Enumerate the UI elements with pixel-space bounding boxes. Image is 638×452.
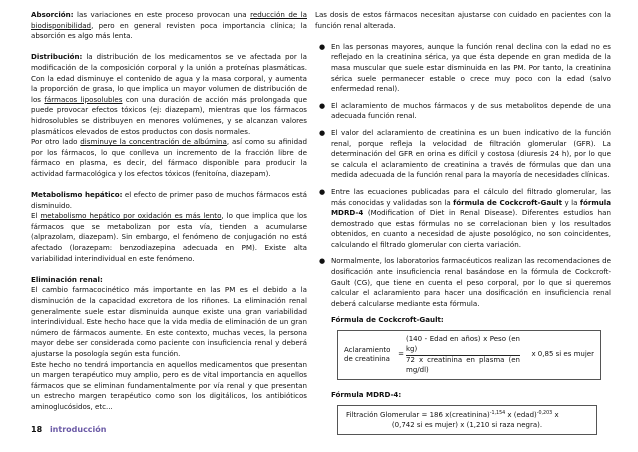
bullet-icon: ● [319, 128, 326, 137]
cockcroft-gault-formula [337, 330, 601, 380]
term-eliminacion: Eliminación renal: [31, 274, 103, 284]
formula-female-factor: x 0,85 si es mujer [531, 350, 594, 359]
underlined-biodisponibilidad: reducción de la biodisponibilidad [31, 10, 307, 30]
underlined-liposolubles: fármacos liposolubles [44, 94, 123, 104]
bullet-item: ● Entre las ecuaciones publicadas para el cálculo del filtrado glomerular, las más conocidas y validadas son la fórmula de Cockcroft-Gault y la fórmula MDRD-4 (Modification of Diet in Renal Disease). Diferentes estudios han demostrado que estas fórmulas no se correlacionan bien y los resultados obtenidos, en cuanto a necesidad de ajuste posológico, no son coincidentes, calculando el filtrado glomerular con cierta variación. [319, 186, 612, 249]
term-distribucion: Distribución: [31, 52, 83, 62]
term-absorcion: Absorción: [31, 10, 74, 19]
bullet-item: ● El aclaramiento de muchos fármacos y de sus metabolitos depende de una adecuada función renal. [319, 100, 611, 121]
term-metabolismo: Metabolismo hepático: [31, 190, 123, 200]
bullet-item: ● El valor del aclaramiento de creatinina es un buen indicativo de la función renal, porque refleja la velocidad de filtración glomerular (GFR). La determinación del GFR en orina es difícil y costosa (diuresis 24 h), por lo que se calcula el aclaramiento de creatinina a través de fórmulas que dan una medida adecuada de la función renal para la mayoría de necesidades clínicas. [319, 127, 611, 180]
paragraph-distribucion: Distribución: la distribución de los medicamentos se ve afectada por la modificación de la composición corporal y la unión a proteínas plasmáticas. Con la edad disminuye el contenido de agua y la masa corporal, y aumenta la proporción de grasa, lo que implica un mayor volumen de distribución de los fármacos liposolubles con una duración de acción más prolongada que puede provocar efectos tóxicos (ej: diazepam), mientras que los fármacos hidrosolubles se distribuyen en menores volúmenes, y se alcanzan valores plasmáticos elevados de estos productos con dosis normales. Por otro lado disminuye la concentración de albúmina, así como su afinidad por los fármacos, lo que conlleva un incremento de la fracción libre de fármaco en plasma, es decir, del fármaco disponible para producir la actividad farmacológica y los efectos tóxicos (fenitoína, diazepam). [31, 52, 308, 178]
section-name: introducción [49, 425, 107, 434]
mdrd-formula [337, 405, 597, 435]
paragraph-absorcion: Absorción: las variaciones en este proceso provocan una reducción de la biodisponibilidad, pero en general revisten poca importancia clínica; la absorción es algo más lenta. [31, 10, 307, 41]
formula-fraction [406, 335, 520, 375]
page-footer [31, 425, 106, 434]
formula-numerator: (140 - Edad en años) x Peso (en kg) [406, 335, 520, 356]
paragraph-metabolismo: Metabolismo hepático: el efecto de primer paso de muchos fármacos está disminuido. El metabolismo hepático por oxidación es más lento, lo que implica que los fármacos que se metabolizan por esta vía, tienden a acumularse (alprazolam, diazepam). Sin embargo, el fenómeno de conjugación no está afectado (lorazepam: benzodiazepina adecuada en PM). Existe alta variabilidad interindividual en este fenómeno. [31, 190, 307, 263]
right-column [315, 10, 611, 435]
term-cockcroft-gault: fórmula de Cockcroft-Gault [453, 197, 562, 207]
cockcroft-gault-title: Fórmula de Cockcroft-Gault: [331, 315, 444, 325]
page-number: 18 [31, 425, 43, 434]
bullet-list [315, 42, 611, 310]
bullet-icon: ● [319, 257, 326, 266]
paragraph-eliminacion: Eliminación renal: El cambio farmacocinético más importante en las PM es el debido a la disminución de la capacidad excretora de los riñones. La eliminación renal generalmente suele estar disminuida aunque existe una gran variabilidad interindividual. Este hecho hace que la vida media de eliminación de un gran número de fármacos aumente. En este contexto, muchas veces, la persona mayor debe ser considerada como paciente con insuficiencia renal y deberá ajustarse la posología según esta función. Este hecho no tendrá importancia en aquellos medicamentos que presentan un margen terapéutico muy amplio, pero es de vital importancia en aquellos fármacos que se eliminan fundamentalmente por vía renal y que presentan un estrecho margen terapéutico como son los digitálicos, los antibióticos aminoglucósidos, etc... [31, 274, 307, 411]
mdrd-line-2: (0,742 si es mujer) x (1,210 si raza negra). [391, 420, 543, 429]
bullet-item: ● En las personas mayores, aunque la función renal declina con la edad no es reflejado en la creatinina sérica, ya que ésta depende en gran medida de la masa muscular que suele estar disminuida en las PM. Por tanto, la creatinina sérica suele permanecer estable o crece muy poco con la edad (salvo enfermedad renal). [319, 41, 611, 94]
mdrd-line-1: Filtración Glomerular = 186 x(creatinina)$^{-1,154}$ x (edad)$^{-0,203}$ x [346, 410, 559, 419]
mdrd-title: Fórmula MDRD-4: [331, 390, 402, 400]
bullet-icon: ● [319, 101, 326, 110]
underlined-oxidacion: metabolismo hepático por oxidación es más lento [40, 211, 222, 221]
bullet-icon: ● [319, 187, 326, 196]
bullet-icon: ● [319, 42, 326, 51]
formula-equals: = [398, 350, 404, 359]
left-column [31, 10, 307, 423]
bullet-item: ● Normalmente, los laboratorios farmacéuticos realizan las recomendaciones de dosificación ante insuficiencia renal basándose en la fórmula de Cockcroft-Gault (CG), que tiene en cuenta el peso corporal, por lo que si queremos calcular el aclaramiento para hacer una dosificación en insuficiencia renal deberá calcularse mediante esta fórmula. [319, 256, 611, 308]
term-mdrd4: fórmula MDRD-4 [331, 197, 612, 218]
underlined-albumina: disminuye la concentración de albúmina [80, 137, 227, 147]
formula-left: Aclaramiento de creatinina [344, 345, 391, 364]
formula-denominator: 72 x creatinina en plasma (en mg/dl) [406, 356, 520, 374]
paragraph-intro: Las dosis de estos fármacos necesitan ajustarse con cuidado en pacientes con la función renal alterada. [315, 10, 611, 30]
